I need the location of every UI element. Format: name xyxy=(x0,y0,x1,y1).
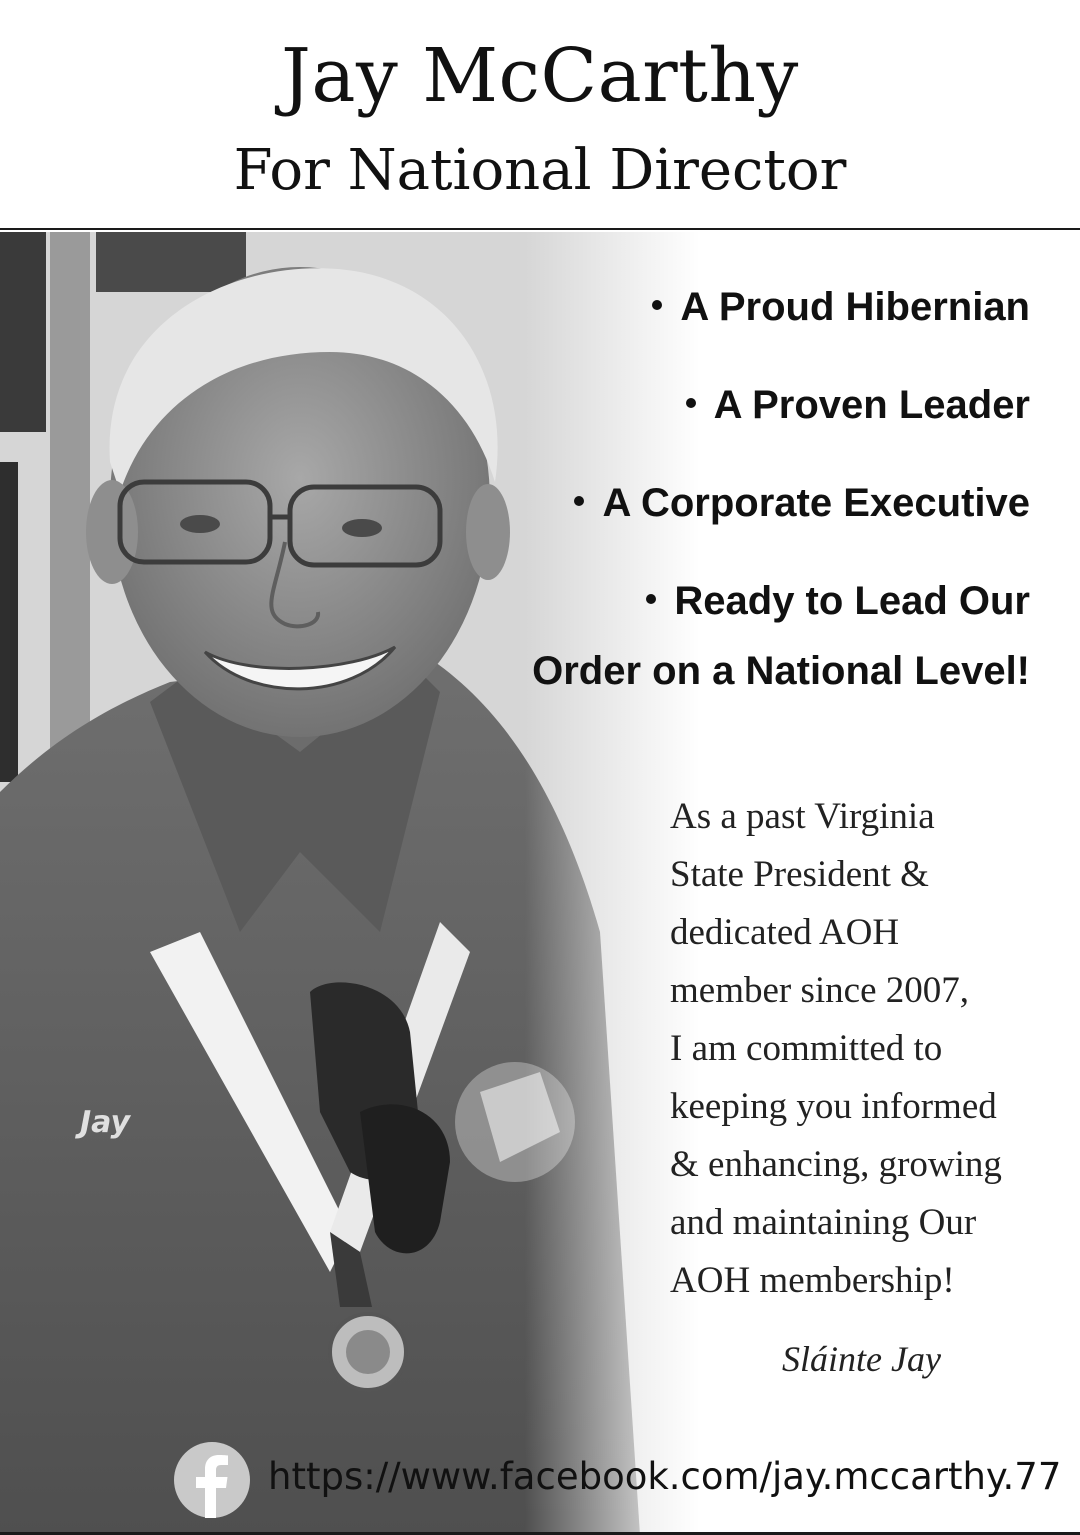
bullet-ready-to-lead-continued: Order on a National Level! xyxy=(532,649,1030,693)
facebook-icon[interactable] xyxy=(174,1442,250,1518)
statement-line: AOH membership! xyxy=(670,1260,955,1301)
bullet-dot-icon xyxy=(686,398,696,408)
bullet-corporate-executive: A Corporate Executive xyxy=(574,481,1030,526)
signoff-signature: Sláinte Jay xyxy=(782,1339,941,1379)
candidate-statement xyxy=(670,788,1060,1310)
statement-line: dedicated AOH xyxy=(670,912,900,953)
statement-line: As a past Virginia xyxy=(670,796,935,837)
candidate-name-title: Jay McCarthy xyxy=(281,33,799,119)
office-subtitle: For National Director xyxy=(233,138,847,203)
statement-line: and maintaining Our xyxy=(670,1202,977,1243)
statement-line: & enhancing, growing xyxy=(670,1144,1002,1185)
facebook-profile-link[interactable]: https://www.facebook.com/jay.mccarthy.77 xyxy=(268,1455,1062,1498)
flyer-header xyxy=(0,0,1080,230)
bullet-dot-icon xyxy=(574,496,584,506)
statement-line: member since 2007, xyxy=(670,970,969,1011)
statement-line: State President & xyxy=(670,854,929,895)
bullet-ready-to-lead: Ready to Lead Our xyxy=(646,579,1030,624)
bullet-dot-icon xyxy=(646,594,656,604)
bullet-proud-hibernian: A Proud Hibernian xyxy=(652,285,1030,330)
bullet-proven-leader: A Proven Leader xyxy=(686,383,1030,428)
statement-line: keeping you informed xyxy=(670,1086,997,1127)
bullet-dot-icon xyxy=(652,300,662,310)
statement-line: I am committed to xyxy=(670,1028,943,1069)
candidate-portrait xyxy=(0,232,700,1535)
